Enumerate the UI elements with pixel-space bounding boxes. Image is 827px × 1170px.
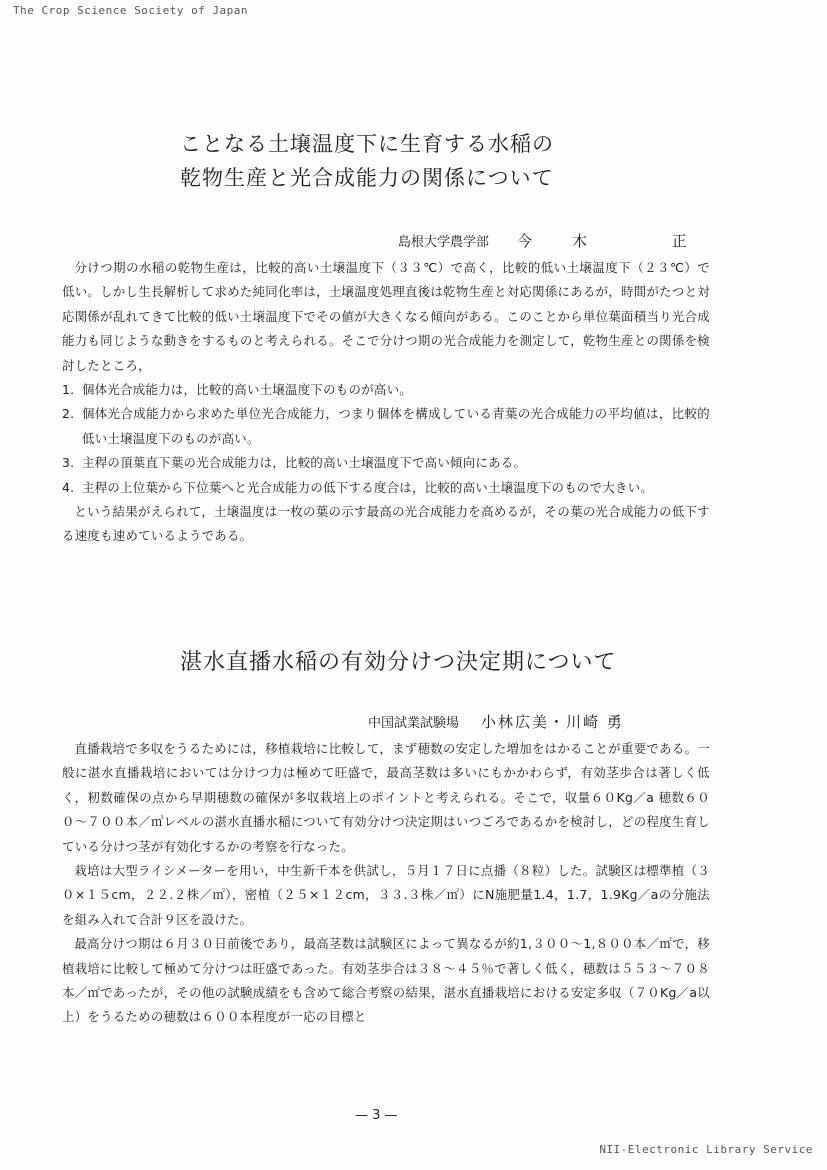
article2-paragraph-1: 直播栽培で多収をうるためには，移植栽培に比較して，まず穂数の安定した増加をはかることが重要である。一般に湛水直播栽培においては分けつ力は極めて旺盛で，最高茎数は多いにもかかわらず，有効茎歩合は著しく低く，籾数確保の点から早期穂数の確保が多収栽培上のポイントと考えられる。そこで，収量６０Kg／a 穂数６００〜７００本／㎡レベルの湛水直播水稲について有効分けつ決定期はいつごろであるかを検討し，どの程度生育している分けつ茎が有効化するかの考察を行なった。 — [62, 741, 710, 854]
list-item — [62, 402, 710, 451]
article1-results-list — [62, 378, 710, 500]
list-item-number: 3. — [62, 455, 75, 471]
article1-affiliation: 島根大学農学部 — [398, 235, 490, 250]
list-item — [62, 451, 710, 475]
article2-body — [62, 737, 710, 1030]
page-footer: NII-Electronic Library Service — [599, 1143, 813, 1156]
article2-title: 湛水直播水稲の有効分けつ決定期について — [180, 650, 617, 675]
list-item-text: 主稈の上位葉から下位葉へと光合成能力の低下する度合は，比較的高い土壌温度下のもので大きい。 — [82, 479, 654, 495]
article1-intro: 分けつ期の水稲の乾物生産は，比較的高い土壌温度下（３３℃）で高く，比較的低い土壌温度下（２３℃）で低い。しかし生長解析して求めた純同化率は，土壌温度処理直後は乾物生産と対応関係にあるが，時間がたつと対応関係が乱れてきて比較的低い土壌温度下でその値が大きくなる傾向がある。このことから単位葉面積当り光合成能力も同じような動きをするものと考えられる。そこで分けつ期の光合成能力を測定して，乾物生産との関係を検討したところ， — [62, 260, 710, 373]
article1-conclusion: という結果がえられて，土壌温度は一枚の葉の示す最高の光合成能力を高めるが，その葉の光合成能力の低下する速度も速めているようである。 — [62, 504, 710, 544]
list-item-text: 主稈の頂葉直下葉の光合成能力は，比較的高い土壌温度下で高い傾向にある。 — [82, 455, 527, 471]
article2-paragraph-3: 最高分けつ期は６月３０日前後であり，最高茎数は試験区によって異なるが約1,３００〜1,８００本／㎡で，移植栽培に比較して極めて分けつは旺盛であった。有効茎歩合は３８〜４５％で著しく低く，穂数は５５３〜７０８本／㎡であったが，その他の試験成績をも含めて総合考察の結果，湛水直播栽培における安定多収（７０Kg／a以上）をうるための穂数は６００本程度が一応の目標と — [62, 936, 710, 1025]
list-item-number: 1. — [62, 382, 75, 398]
list-item — [62, 378, 710, 402]
article1-title-line2: 乾物生産と光合成能力の関係について — [180, 166, 554, 190]
list-item-text: 個体光合成能力は，比較的高い土壌温度下のものが高い。 — [82, 382, 412, 398]
article2-paragraph-2: 栽培は大型ライシメーターを用い，中生新千本を供試し，５月１７日に点播（８粒）した。試験区は標準植（３０×１５cm，２２.２株／㎡），密植（２５×１２cm，３３.３株／㎡）にN施肥量1.4，1.7，1.9Kg／aの分施法を組み入れて合計９区を設けた。 — [62, 863, 710, 927]
article1-author: 今木 正 — [517, 232, 727, 250]
article2-affiliation: 中国試業試験場 — [368, 716, 460, 731]
article1-title-line1: ことなる土壌温度下に生育する水稲の — [180, 132, 554, 156]
article2-byline — [368, 711, 624, 732]
page-number: — 3 — — [355, 1108, 398, 1123]
list-item — [62, 476, 710, 500]
list-item-number: 4. — [62, 479, 75, 495]
page-header: The Crop Science Society of Japan — [13, 4, 249, 17]
list-item-text: 個体光合成能力から求めた単位光合成能力，つまり個体を構成している青葉の光合成能力の平均値は，比較的低い土壌温度下のものが高い。 — [82, 406, 710, 446]
article2-author: 小林広美・川崎 勇 — [481, 713, 624, 731]
list-item-number: 2. — [62, 406, 75, 422]
article1-byline — [398, 230, 727, 251]
article1-body — [62, 256, 710, 549]
